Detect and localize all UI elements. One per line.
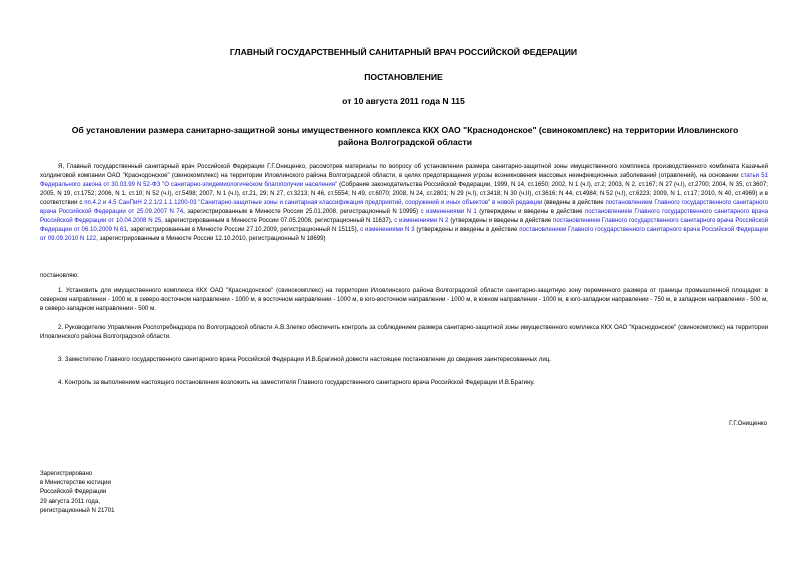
registration-block — [40, 469, 115, 515]
link-resolution-74[interactable]: постановлением Главного государственного санитарного врача Российской Федерации от 25.09.2007 N 74 — [40, 199, 769, 215]
preamble-paragraph — [40, 162, 768, 243]
link-amendments-3[interactable]: с изменениями N 3 — [360, 226, 415, 233]
preamble-text: , зарегистрированным в Минюсте России 25.01.2008, регистрационный N 10995) — [183, 208, 421, 215]
signature: Г.Г.Онищенко — [729, 420, 767, 427]
preamble-text: (утверждены и введены в действие — [414, 226, 520, 233]
registration-line: регистрационный N 21701 — [40, 506, 115, 514]
preamble-text: , зарегистрированным в Минюсте России 27.10.2009, регистрационный N 15115), — [126, 226, 361, 233]
document-title: Об установлении размера санитарно-защитной зоны имущественного комплекса ККХ ОАО "Краснодонское" (свинокомплекс) на территории Иловлинского района Волгоградской области — [71, 125, 739, 147]
link-amendments-1[interactable]: с изменениями N 1 — [420, 208, 477, 215]
link-resolution-61[interactable]: постановлением Главного государственного санитарного врача Российской Федерации от 06.10.2009 N 61 — [40, 217, 768, 233]
issuing-authority: ГЛАВНЫЙ ГОСУДАРСТВЕННЫЙ САНИТАРНЫЙ ВРАЧ РОССИЙСКОЙ ФЕДЕРАЦИИ — [229, 47, 578, 57]
clause-3: 3. Заместителю Главного государственного санитарного врача Российской Федерации И.В.Брагиной довести настоящее постановление до сведения заинтересованных лиц. — [58, 356, 551, 363]
link-resolution-25[interactable]: постановлением Главного государственного санитарного врача Российской Федерации от 10.04.2008 N 25 — [40, 208, 769, 224]
document-date-number: от 10 августа 2011 года N 115 — [342, 96, 465, 106]
preamble-text: , зарегистрированным в Минюсте России 12.10.2010, регистрационный N 18699) — [96, 235, 326, 242]
link-amendments-2[interactable]: с изменениями N 2 — [394, 217, 449, 224]
preamble-text: , зарегистрированным в Минюсте России 07.05.2008, регистрационный N 11637), — [161, 217, 395, 224]
preamble-text: Я, Главный государственный санитарный врач Российской Федерации Г.Г.Онищенко, рассмотрев материалы по вопросу об установлении размера санитарно-защитной зоны имущественного комплекса производственного комбината Казачьей холдинговой компании ОАО "Краснодонское" (свинокомплекс) на территории Иловлинского района Волгоградской области, в целях предотвращения угрозы возникновения массовых неинфекционных заболеваний (отравлений), на основании — [40, 163, 768, 179]
clause-2: 2. Руководителю Управления Роспотребнадзора по Волгоградской области А.В.Злепко обеспечить контроль за соблюдением размера санитарно-защитной зоны имущественного комплекса ККХ ОАО "Краснодонское" (свинокомплекс) на территории Иловлинского района Волгоградской области. — [40, 324, 768, 340]
preamble-text: (утверждены и введены в действие — [448, 217, 554, 224]
link-federal-law-article-51[interactable]: статьи 51 Федерального закона от 30.03.99 N 52-ФЗ "О санитарно-эпидемиологическом благополучии населения" — [40, 172, 768, 188]
registration-line: 29 августа 2011 года, — [40, 497, 100, 505]
document-type: ПОСТАНОВЛЕНИЕ — [364, 72, 443, 82]
preamble-text: (введены в действие — [542, 199, 606, 206]
link-resolution-122[interactable]: постановлением Главного государственного санитарного врача Российской Федерации от 09.09.2010 N 122 — [40, 226, 769, 242]
registration-line: Зарегистрировано — [40, 470, 93, 477]
preamble-text: (утверждены и введены в действие — [476, 208, 585, 215]
resolve-line: постановляю: — [40, 272, 79, 279]
registration-line: в Министерстве юстиции — [40, 479, 111, 487]
preamble-text: (Собрание законодательства Российской Федерации, 1999, N 14, ст.1650; 2002, N 1 (ч.I), ст.2; 2003, N 2, ст.167; N 27 (ч.I), ст.2700; 2004, N 35, ст.3607; 2005, N 19, ст.1752; 2006, N 1, ст.10; N 52 (ч.I), ст.5498; 2007, N 1 (ч.I), ст.21, 29; N 27, ст.3213; N 46, ст.5554; N 49, ст.6070; 2008, N 24, ст.2801; N 29 (ч.I), ст.3418; N 30 (ч.II), ст.3616; N 44, ст.4984; N 52 (ч.I), ст.6223; 2009, N 1, ст.17; 2010, N 40, ст.4969) и в соответствии с — [40, 181, 769, 206]
registration-line: Российской Федерации — [40, 488, 107, 496]
clause-4: 4. Контроль за выполнением настоящего постановления возложить на заместителя Главного государственного санитарного врача Российской Федерации И.В.Брагину. — [58, 379, 535, 386]
link-sanpin-clauses[interactable]: пп.4.2 и 4.5 СанПиН 2.2.1/2.1.1.1200-03 "Санитарно-защитные зоны и санитарная классификация предприятий, сооружений и иных объектов" в новой редакции — [84, 199, 543, 206]
clause-1: 1. Установить для имущественного комплекса ККХ ОАО "Краснодонское" (свинокомплекс) на территории Иловлинского района Волгоградской области санитарно-защитную зону переменного размера от границы промышленной площадки: в северном направлении - 1000 м, в северо-восточном направлении - 1000 м, в восточном направлении - 1000 м, в юго-восточном направлении - 1000 м, в южном направлении - 1000 м, в юго-западном направлении - 750 м, в западном направлении - 500 м, в северо-западном направлении - 500 м. — [40, 287, 768, 312]
